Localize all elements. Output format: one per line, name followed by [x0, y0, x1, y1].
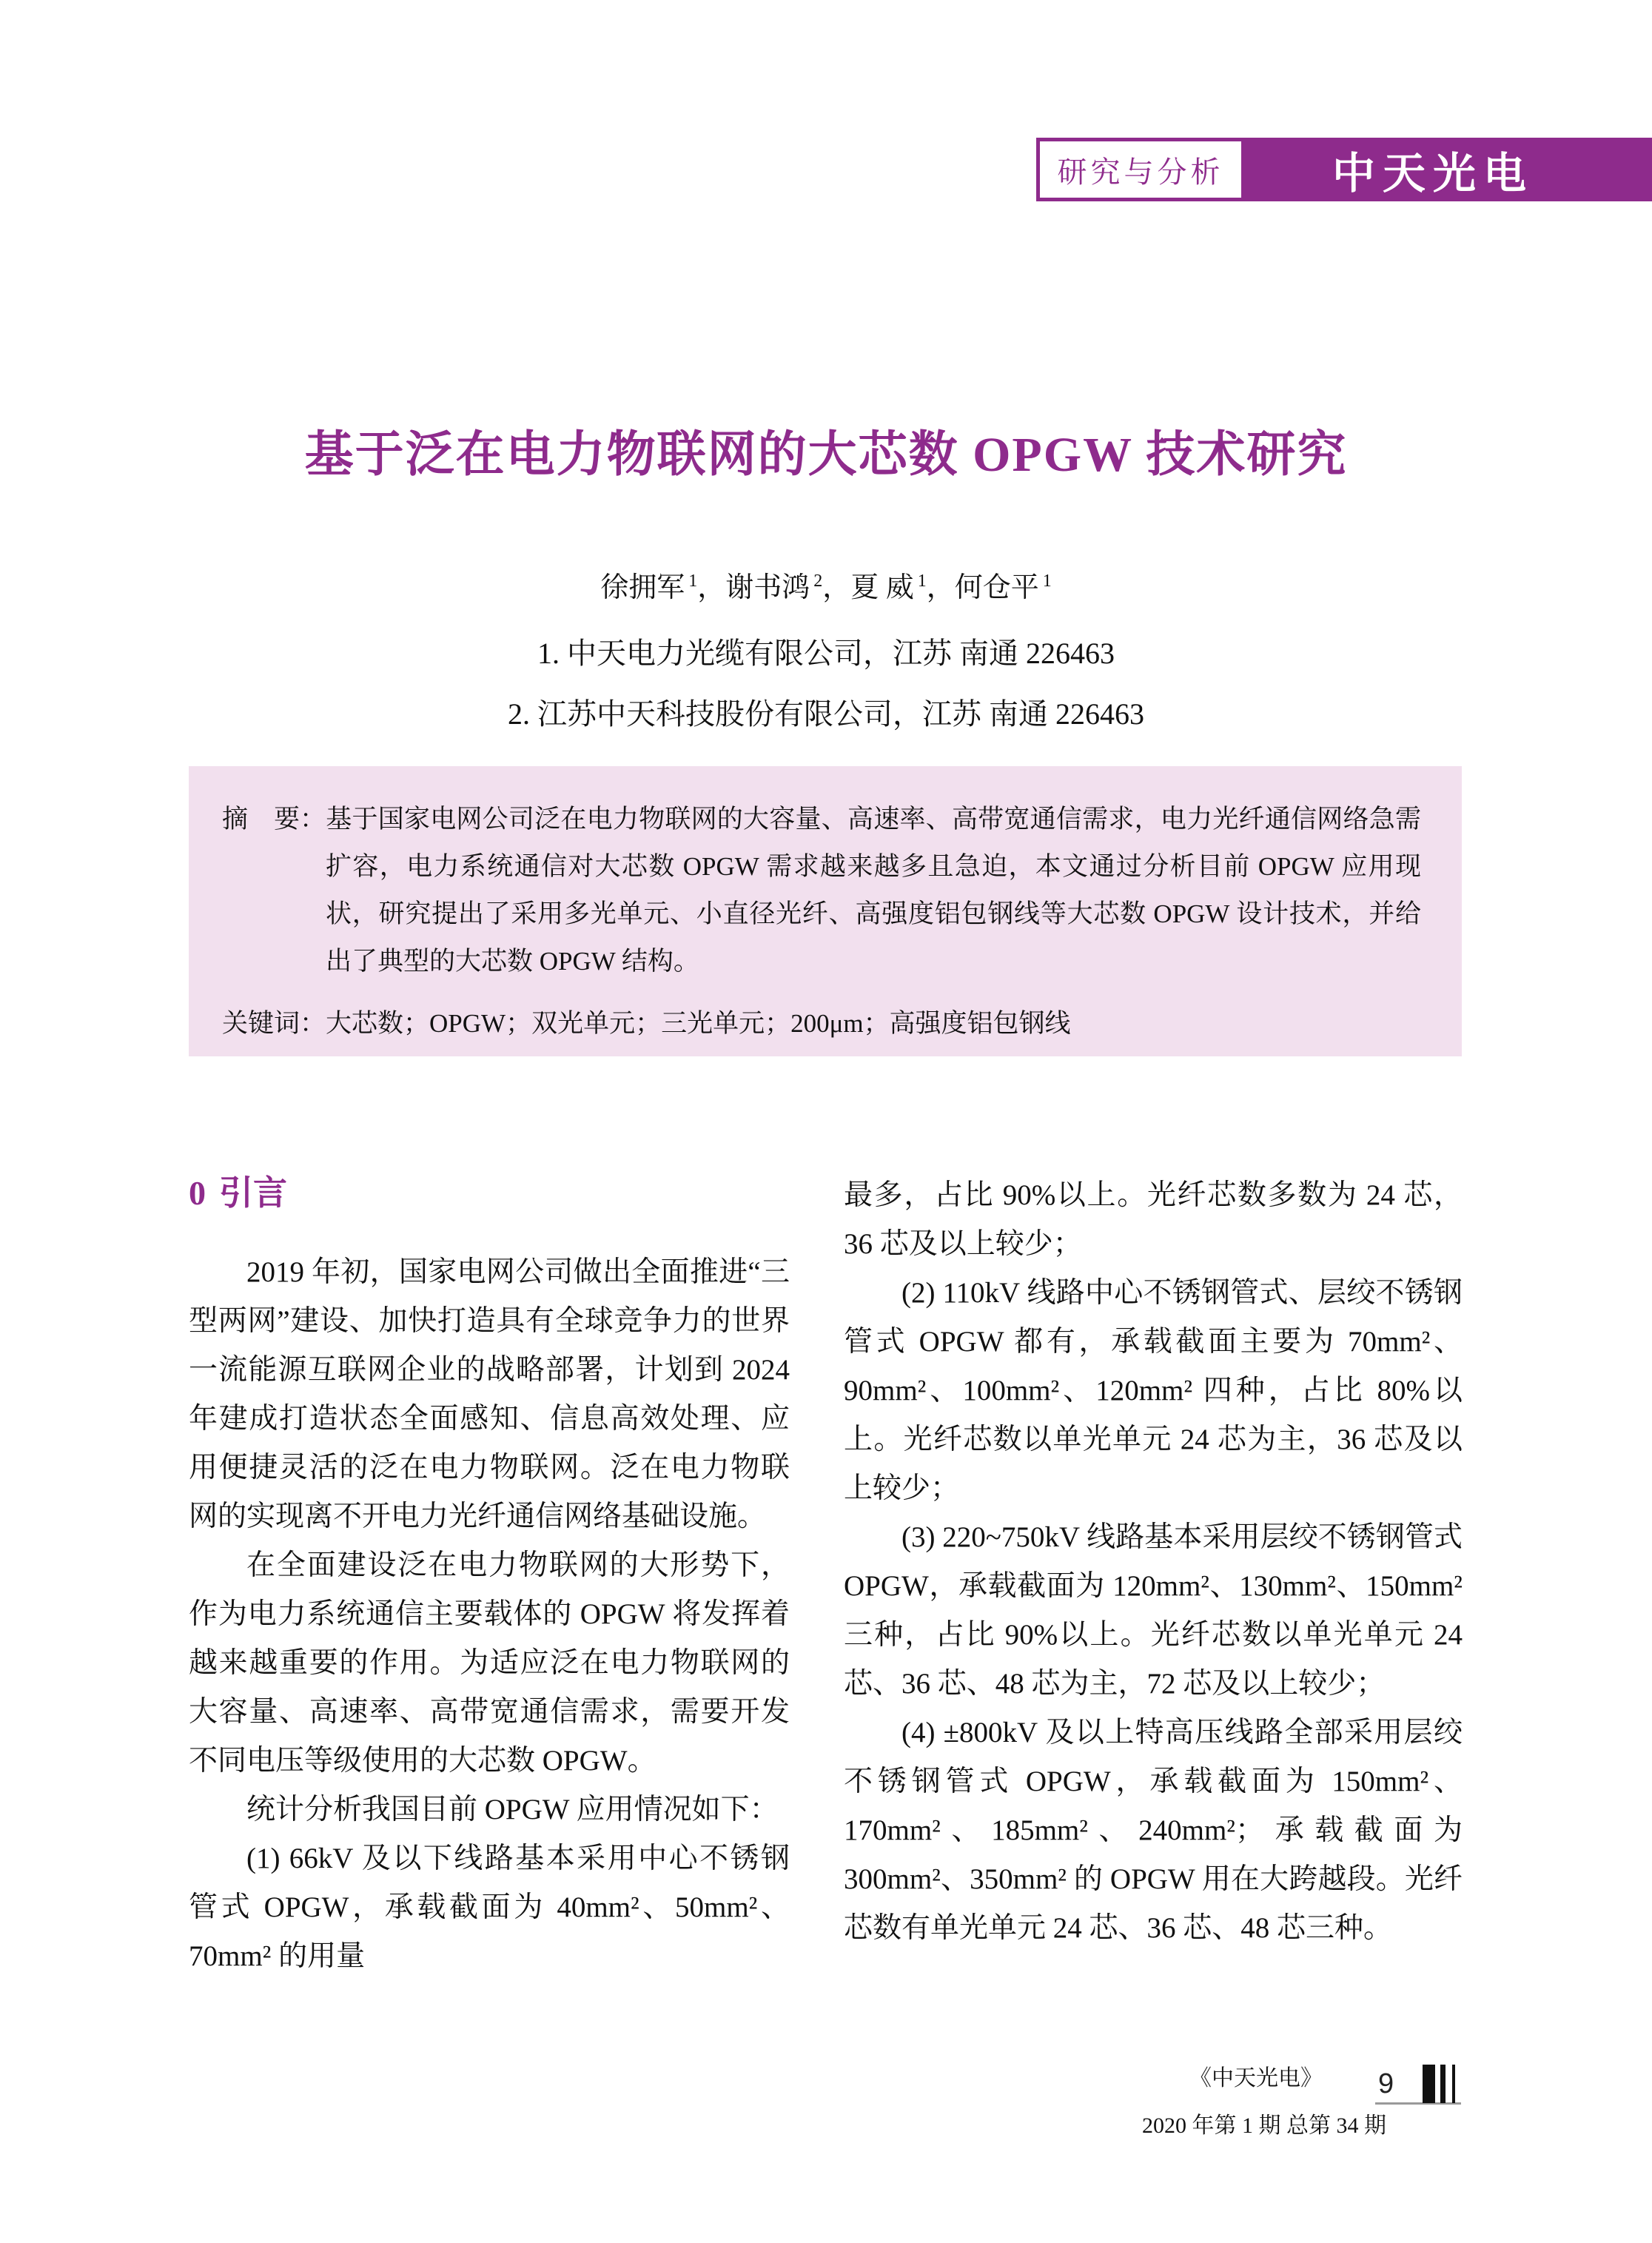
body-paragraph: 统计分析我国目前 OPGW 应用情况如下：: [246, 1794, 779, 1825]
bar-medium: [1440, 2065, 1446, 2103]
right-paragraphs: [844, 1171, 1463, 1953]
body-paragraph: (2) 110kV 线路中心不锈钢管式、层绞不锈钢管式 OPGW 都有，承载截面主要为 70mm²、90mm²、100mm²、120mm² 四种，占比 80%以上。光纤芯数以单光单元 24 芯为主，36 芯及以上较少；: [844, 1277, 1463, 1504]
affiliation-line: 1. 中天电力光缆有限公司，江苏 南通 226463: [537, 637, 1115, 670]
bar-thin: [1452, 2065, 1455, 2103]
author-affiliation-superscript: 2: [813, 571, 823, 591]
category-label-box: [1036, 138, 1245, 201]
keywords-text: 大芯数；OPGW；双光单元；三光单元；200μm；高强度铝包钢线: [326, 1009, 1071, 1038]
body-paragraph: (3) 220~750kV 线路基本采用层绞不锈钢管式 OPGW，承载截面为 120mm²、130mm²、150mm² 三种，占比 90%以上。光纤芯数以单光单元 24 芯、36 芯、48 芯为主，72 芯及以上较少；: [844, 1521, 1463, 1700]
affiliation-line: 2. 江苏中天科技股份有限公司，江苏 南通 226463: [508, 697, 1144, 731]
body-paragraph: (4) ±800kV 及以上特高压线路全部采用层绞不锈钢管式 OPGW，承载截面为 150mm²、170mm²、185mm²、240mm²；承载截面为 300mm²、350mm² 的 OPGW 用在大跨越段。光纤芯数有单光单元 24 芯、36 芯、48 芯三种。: [844, 1717, 1463, 1944]
footer-journal-name: 《中天光电》: [1189, 2066, 1323, 2091]
header-bar: [1036, 138, 1652, 201]
category-label: 研究与分析: [1057, 155, 1224, 189]
journal-brand-logo: 中天光电: [1332, 150, 1534, 198]
author-affiliation-superscript: 1: [917, 571, 927, 591]
section-title: 引言: [219, 1174, 287, 1212]
article-title: 基于泛在电力物联网的大芯数 OPGW 技术研究: [304, 428, 1348, 482]
section-number: 0: [189, 1174, 206, 1212]
author-name: 徐拥军 $^1$: [600, 571, 698, 603]
bar-thick: [1423, 2065, 1435, 2103]
keywords-row: [222, 1000, 1421, 1047]
footer-page-number: 9: [1378, 2068, 1394, 2099]
body-column-right: [844, 1171, 1463, 1953]
abstract-row: [222, 796, 1421, 985]
body-paragraph: 2019 年初，国家电网公司做出全面推进“三型两网”建设、加快打造具有全球竞争力的世界一流能源互联网企业的战略部署，计划到 2024 年建成打造状态全面感知、信息高效处理、应用便捷灵活的泛在电力物联网。泛在电力物联网的实现离不开电力光纤通信网络基础设施。: [189, 1256, 790, 1532]
author-affiliation-superscript: 1: [1042, 571, 1052, 591]
body-column-left: [189, 1171, 790, 1981]
affiliations: [0, 623, 1652, 745]
body-paragraph: 在全面建设泛在电力物联网的大形势下，作为电力系统通信主要载体的 OPGW 将发挥着越来越重要的作用。为适应泛在电力物联网的大容量、高速率、高带宽通信需求，需要开发不同电压等级使用的大芯数 OPGW。: [189, 1549, 790, 1777]
abstract-label: 摘 要：: [222, 805, 326, 834]
left-paragraphs: [189, 1248, 790, 1981]
authors-line: 徐拥军 $^1$，谢书鸿 $^2$，夏 威 $^1$，何仓平 $^1$: [600, 571, 1052, 603]
footer-issue-info: 2020 年第 1 期 总第 34 期: [1142, 2113, 1386, 2138]
author-name: 夏 威 $^1$: [850, 571, 927, 603]
body-paragraph: 最多，占比 90%以上。光纤芯数多数为 24 芯，36 芯及以上较少；: [844, 1179, 1463, 1260]
abstract-text: 基于国家电网公司泛在电力物联网的大容量、高速率、高带宽通信需求，电力光纤通信网络急需扩容，电力系统通信对大芯数 OPGW 需求越来越多且急迫，本文通过分析目前 OPGW 应用现状，研究提出了采用多光单元、小直径光纤、高强度铝包钢线等大芯数 OPGW 设计技术，并给出了典型的大芯数 OPGW 结构。: [326, 805, 1421, 976]
author-affiliation-superscript: 1: [688, 571, 698, 591]
keywords-label: 关键词：: [222, 1009, 326, 1038]
section-heading: [189, 1171, 790, 1216]
author-name: 谢书鸿 $^2$: [725, 571, 823, 603]
author-name: 何仓平 $^1$: [954, 571, 1052, 603]
abstract-box: [189, 766, 1462, 1056]
issue-bars-icon: [1423, 2065, 1461, 2103]
body-paragraph: (1) 66kV 及以下线路基本采用中心不锈钢管式 OPGW，承载截面为 40mm²、50mm²、70mm² 的用量: [189, 1843, 790, 1972]
